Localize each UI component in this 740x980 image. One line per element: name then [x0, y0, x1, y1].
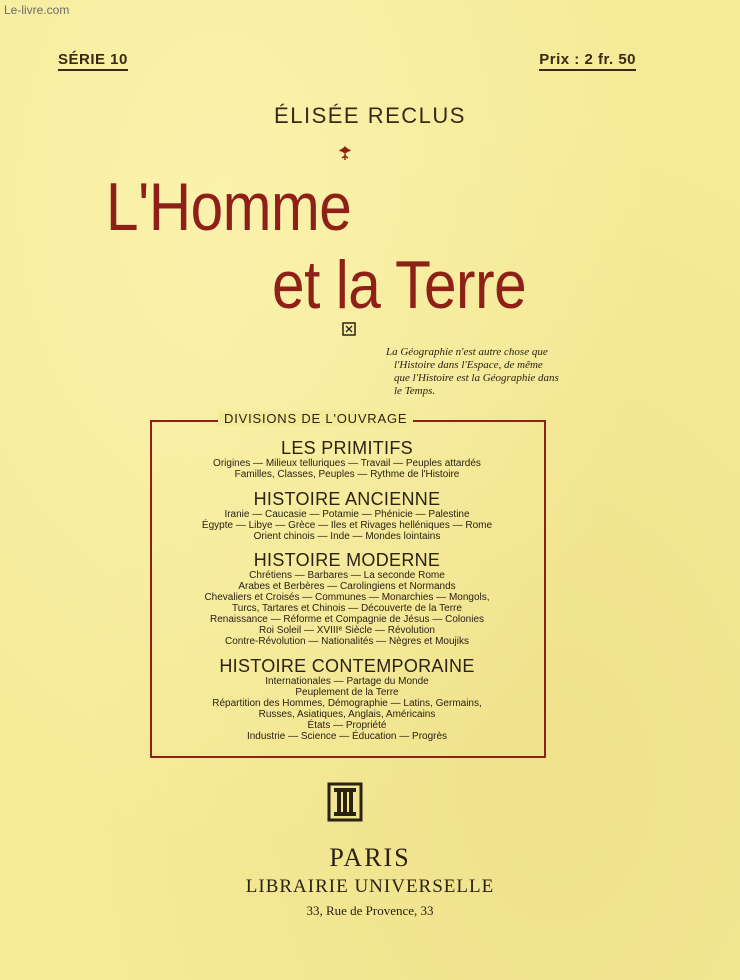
publisher-emblem-icon [327, 782, 363, 822]
fleuron-icon [337, 145, 353, 161]
publisher-address: 33, Rue de Provence, 33 [306, 903, 434, 918]
title-line-1: L'Homme [106, 169, 352, 245]
publisher-name: LIBRAIRIE UNIVERSELLE [245, 876, 495, 897]
section-line: Répartition des Hommes, Démographie — Latins, Germains, [212, 698, 482, 709]
section-line: Roi Soleil — XVIIIᵉ Siècle — Révolution [258, 625, 435, 636]
title-line-2: et la Terre [272, 247, 527, 323]
series-number: SÉRIE 10 [58, 51, 128, 71]
section-line: Turcs, Tartares et Chinois — Découverte de la Terre [232, 603, 462, 614]
section-line: Égypte — Libye — Grèce — Iles et Rivages helléniques — Rome [201, 520, 493, 531]
section-title: HISTOIRE MODERNE [253, 550, 441, 570]
publisher-city: PARIS [329, 843, 411, 872]
section-line: Russes, Asiatiques, Anglais, Américains [258, 709, 436, 720]
epigraph-line: La Géographie n'est autre chose que [386, 346, 548, 358]
section-line: États — Propriété [307, 720, 387, 731]
section-line: Chevaliers et Croisés — Communes — Monarchies — Mongols, [204, 592, 490, 603]
watermark: Le-livre.com [4, 3, 70, 17]
section-line: Origines — Milieux telluriques — Travail — Peuples attardés [213, 458, 481, 469]
section-line: Contre-Révolution — Nationalités — Nègres et Moujiks [225, 636, 469, 647]
section-histoire-ancienne [152, 489, 542, 542]
section-line: Arabes et Berbères — Carolingiens et Normands [238, 581, 456, 592]
price-label: Prix : 2 fr. 50 [539, 51, 636, 71]
section-line: Internationales — Partage du Monde [265, 676, 429, 687]
section-histoire-moderne [152, 550, 542, 647]
section-line: Iranie — Caucasie — Potamie — Phénicie — Palestine [224, 509, 470, 520]
section-line: Industrie — Science — Éducation — Progrès [246, 731, 448, 742]
author-name: ÉLISÉE RECLUS [274, 103, 466, 128]
section-primitifs [152, 438, 542, 480]
ornament-icon [342, 322, 356, 336]
section-title: LES PRIMITIFS [281, 438, 413, 458]
section-line: Peuplement de la Terre [295, 687, 399, 698]
section-title: HISTOIRE CONTEMPORAINE [219, 656, 475, 676]
section-line: Renaissance — Réforme et Compagnie de Jésus — Colonies [209, 614, 485, 625]
epigraph [386, 346, 626, 398]
section-title: HISTOIRE ANCIENNE [253, 489, 441, 509]
epigraph-line: le Temps. [394, 385, 436, 397]
epigraph-line: l'Histoire dans l'Espace, de même [394, 359, 543, 371]
section-line: Orient chinois — Inde — Mondes lointains [253, 531, 441, 542]
section-line: Chrétiens — Barbares — La seconde Rome [249, 570, 445, 581]
divisions-label: DIVISIONS DE L'OUVRAGE [218, 411, 413, 426]
epigraph-line: que l'Histoire est la Géographie dans [394, 372, 559, 384]
section-histoire-contemporaine [152, 656, 542, 742]
section-line: Familles, Classes, Peuples — Rythme de l'Histoire [234, 469, 460, 480]
